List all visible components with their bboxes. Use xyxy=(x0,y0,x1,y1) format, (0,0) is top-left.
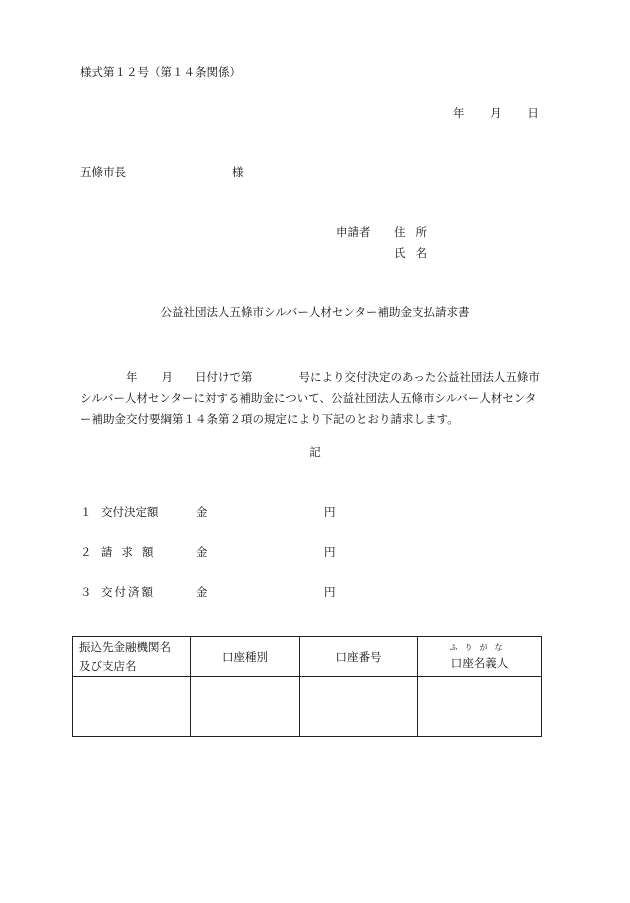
item-kin: 金 xyxy=(196,505,208,519)
body-line-1-rest: 号により交付決定のあった公益社団法人五條市 xyxy=(298,370,540,384)
item-kin: 金 xyxy=(196,585,208,599)
date-month-label: 月 xyxy=(490,106,502,120)
applicant-address-label: 住所 xyxy=(394,225,437,239)
request-body-text xyxy=(80,367,555,430)
addressee-honorific: 様 xyxy=(232,165,244,179)
bank-branch-header-line1: 振込先金融機関名 xyxy=(79,639,171,654)
item-yen: 円 xyxy=(324,505,336,519)
body-line-1 xyxy=(80,367,555,388)
bank-branch-header-line2: 及び支店名 xyxy=(79,658,137,673)
account-holder-furigana: ふりがな xyxy=(449,642,510,652)
table-header-row xyxy=(73,637,542,677)
account-type-cell[interactable] xyxy=(191,677,300,737)
item-kin: 金 xyxy=(196,545,208,559)
body-month: 月 xyxy=(161,370,173,384)
body-line-3: ー補助金交付要綱第１４条第２項の規定により下記のとおり請求します。 xyxy=(80,412,459,426)
account-holder-header xyxy=(418,637,542,677)
item-yen: 円 xyxy=(324,545,336,559)
date-line xyxy=(453,108,539,120)
document-title: 公益社団法人五條市シルバー人材センター補助金支払請求書 xyxy=(160,305,470,319)
applicant-name-label: 氏名 xyxy=(394,246,437,260)
item-label: 交付済額 xyxy=(101,585,155,599)
applicant-label: 申請者 xyxy=(336,225,371,239)
item-number: １ xyxy=(80,505,92,519)
body-day-prefix: 日付けで第 xyxy=(195,370,253,384)
account-holder-label: 口座名義人 xyxy=(450,655,509,670)
item-number: ３ xyxy=(80,585,92,599)
table-row xyxy=(73,677,542,737)
form-number: 様式第１２号（第１４条関係） xyxy=(80,65,241,79)
addressee-name: 五條市長 xyxy=(80,165,126,179)
body-line-2: シルバー人材センターに対する補助金について、公益社団法人五條市シルバー人材センタ xyxy=(80,391,537,405)
account-number-header: 口座番号 xyxy=(300,637,418,677)
ki-heading: 記 xyxy=(309,445,321,459)
account-holder-cell[interactable] xyxy=(418,677,542,737)
account-number-cell[interactable] xyxy=(300,677,418,737)
body-year: 年 xyxy=(126,370,138,384)
item-yen: 円 xyxy=(324,585,336,599)
date-day-label: 日 xyxy=(527,106,539,120)
item-label: 交付決定額 xyxy=(101,505,159,519)
item-label: 請求額 xyxy=(101,545,163,559)
item-number: ２ xyxy=(80,545,92,559)
bank-branch-header xyxy=(73,637,191,677)
date-year-label: 年 xyxy=(453,106,465,120)
bank-account-table xyxy=(72,636,542,737)
account-type-header: 口座種別 xyxy=(191,637,300,677)
bank-branch-cell[interactable] xyxy=(73,677,191,737)
